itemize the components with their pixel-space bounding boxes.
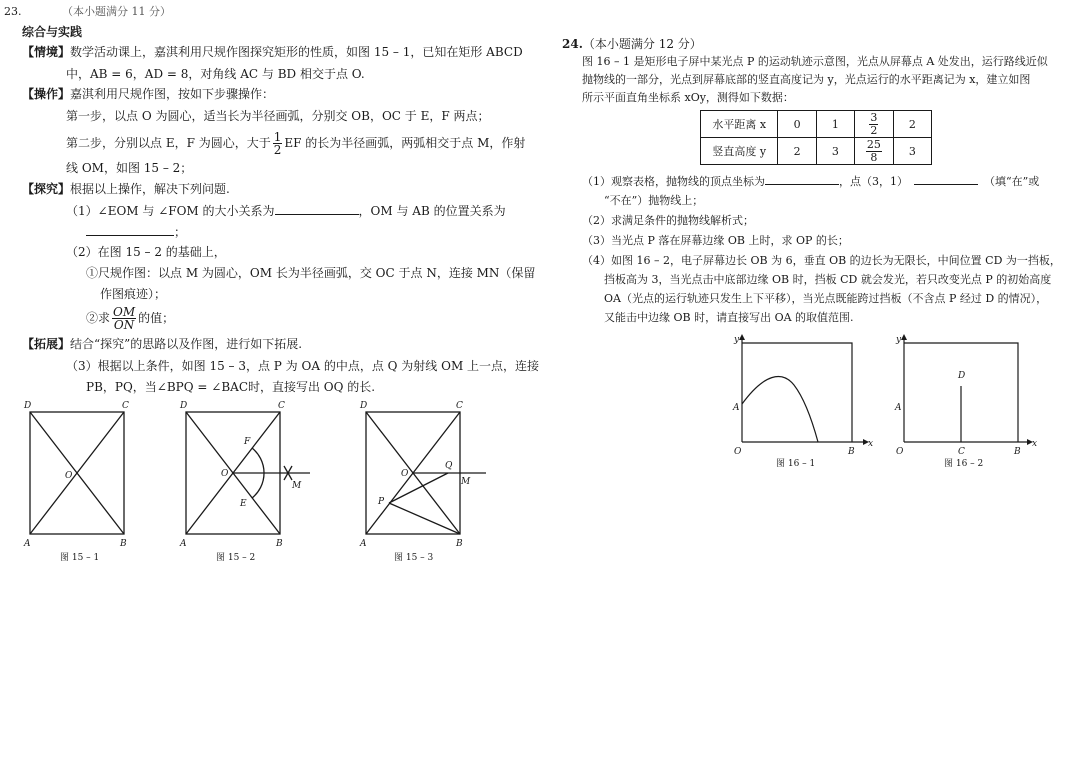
svg-text:O: O xyxy=(896,447,904,457)
part-1: （1）∠EOM 与 ∠FOM 的大小关系为 ，OM 与 AB 的位置关系为 xyxy=(66,204,506,218)
caption-15-3: 图 15 – 3 xyxy=(394,553,434,563)
svg-text:A: A xyxy=(360,539,367,549)
svg-text:O: O xyxy=(221,469,229,479)
svg-text:C: C xyxy=(278,401,285,411)
segment-pb xyxy=(389,503,460,534)
question-number: 23. xyxy=(4,5,22,18)
caption-15-1: 图 15 – 1 xyxy=(60,553,100,563)
svg-text:C: C xyxy=(958,447,965,457)
trajectory-curve xyxy=(742,377,818,442)
svg-text:O: O xyxy=(734,447,742,457)
svg-text:A: A xyxy=(895,403,902,413)
svg-text:M: M xyxy=(461,477,471,487)
operation-tag: 【操作】 xyxy=(22,87,71,101)
operation-text: 嘉淇利用尺规作图，按如下步骤操作： xyxy=(70,87,275,101)
part-4-line-2: 挡板高为 3，当光点击中底部边缘 OB 时，挡板 CD 就会发光，若只改变光点 P 的初始高度 xyxy=(604,273,1052,286)
part-3: （3）当光点 P 落在屏幕边缘 OB 上时，求 OP 的长； xyxy=(582,234,849,247)
section-title: 综合与实践 xyxy=(22,25,83,39)
svg-text:F: F xyxy=(244,437,251,447)
step-2-cont: 线 OM，如图 15 – 2； xyxy=(66,161,193,175)
part-2: （2）在图 15 – 2 的基础上， xyxy=(66,245,226,259)
data-table xyxy=(700,110,932,165)
part-4: （4）如图 16 – 2，电子屏幕边长 OB 为 6，垂直 OB 的边长为无限长，中间位置 CD 为一挡板， xyxy=(582,254,1061,267)
svg-text:B: B xyxy=(1014,447,1021,457)
caption-16-2: 图 16 – 2 xyxy=(944,459,984,469)
answer-blank-1[interactable] xyxy=(275,214,359,215)
part-2-i-cont: 作图痕迹）； xyxy=(100,287,167,301)
situation-tag: 【情境】 xyxy=(22,45,71,59)
svg-text:B: B xyxy=(456,539,463,549)
row-label-y: 竖直高度 y xyxy=(701,138,778,165)
svg-text:A: A xyxy=(180,539,187,549)
answer-blank-vertex[interactable] xyxy=(765,184,839,185)
figure-16 xyxy=(724,330,1044,472)
explore-text: 根据以上操作，解决下列问题. xyxy=(70,182,230,196)
screen-frame xyxy=(742,343,852,442)
part-4-line-4: 又能击中边缘 OB 时，请直接写出 OA 的取值范围. xyxy=(604,311,854,324)
row-label-x: 水平距离 x xyxy=(701,111,778,138)
svg-text:y: y xyxy=(734,335,740,345)
extend-text: 结合“探究”的思路以及作图，进行如下拓展. xyxy=(70,337,303,351)
svg-text:P: P xyxy=(378,497,385,507)
svg-text:D: D xyxy=(958,371,966,381)
part-3-cont: PB，PQ，当∠BPQ = ∠BAC时，直接写出 OQ 的长. xyxy=(86,380,376,394)
situation-text: 数学活动课上，嘉淇利用尺规作图探究矩形的性质，如图 15 – 1，已知在矩形 ABCD xyxy=(70,45,523,59)
caption-15-2: 图 15 – 2 xyxy=(216,553,256,563)
situation-paragraph xyxy=(22,44,523,60)
question-number: 24. xyxy=(562,37,583,51)
svg-text:C: C xyxy=(122,401,129,411)
score-note: （本小题满分 12 分） xyxy=(582,37,702,51)
svg-text:E: E xyxy=(240,499,247,509)
table-row: 水平距离 x 0 1 $\frac{3}{2}$ 2 xyxy=(701,111,932,138)
part-1: （1）观察表格，抛物线的顶点坐标为 ，点（3，1） （填“在”或 xyxy=(582,175,1040,188)
svg-text:C: C xyxy=(456,401,463,411)
part-3: （3）根据以上条件，如图 15 – 3，点 P 为 OA 的中点，点 Q 为射线 OM 上一点，连接 xyxy=(66,359,540,373)
explore-tag: 【探究】 xyxy=(22,182,71,196)
table-row: 竖直高度 y 2 3 $\frac{25}{8}$ 3 xyxy=(701,138,932,165)
svg-text:B: B xyxy=(848,447,855,457)
svg-text:O: O xyxy=(65,471,73,481)
svg-text:B: B xyxy=(276,539,283,549)
part-4-line-3: OA（光点的运行轨迹只发生上下平移），当光点既能跨过挡板（不含点 P 经过 D 的情况）， xyxy=(604,292,1048,305)
answer-blank-on-curve[interactable] xyxy=(914,184,978,185)
svg-text:y: y xyxy=(896,335,902,345)
answer-blank-2[interactable] xyxy=(86,235,174,236)
extend-tag: 【拓展】 xyxy=(22,337,71,351)
fraction-om-on: $\frac{OM}{ON}$ xyxy=(113,305,136,332)
score-note: （本小题满分 11 分） xyxy=(62,5,171,18)
part-2: （2）求满足条件的抛物线解析式； xyxy=(582,214,754,227)
operation-paragraph xyxy=(22,86,274,102)
figure-15 xyxy=(20,398,500,564)
svg-text:x: x xyxy=(868,439,874,449)
extend-paragraph xyxy=(22,336,302,352)
caption-16-1: 图 16 – 1 xyxy=(776,459,816,469)
part-1-cont: “不在”）抛物线上； xyxy=(604,194,704,207)
svg-text:x: x xyxy=(1032,439,1038,449)
part-1-cont: ； xyxy=(86,224,186,240)
step-2: 第二步，分别以点 E，F 为圆心，大于 $\frac{1}{2}$ EF 的长为半径画弧，两弧相交于点 M，作射 xyxy=(66,130,526,157)
part-2-i: ①尺规作图：以点 M 为圆心，OM 长为半径画弧，交 OC 于点 N，连接 MN（保留 xyxy=(86,266,536,280)
svg-text:A: A xyxy=(24,539,31,549)
part-2-ii: ②求 $\frac{OM}{ON}$ 的值； xyxy=(86,305,175,332)
svg-text:A: A xyxy=(733,403,740,413)
svg-text:O: O xyxy=(401,469,409,479)
situation-text-2: 中，AB = 6，AD = 8，对角线 AC 与 BD 相交于点 O. xyxy=(66,67,365,81)
intro-line-1: 图 16 – 1 是矩形电子屏中某光点 P 的运动轨迹示意图，光点从屏幕点 A 处发出，运行路线近似 xyxy=(582,55,1048,68)
step-1: 第一步，以点 O 为圆心，适当长为半径画弧，分别交 OB，OC 于 E，F 两点； xyxy=(66,109,490,123)
q24-heading xyxy=(562,36,702,52)
fraction-half: $\frac{1}{2}$ xyxy=(273,130,282,157)
svg-text:D: D xyxy=(360,401,368,411)
svg-text:Q: Q xyxy=(445,461,453,471)
svg-text:B: B xyxy=(120,539,127,549)
svg-text:D: D xyxy=(24,401,32,411)
svg-text:D: D xyxy=(180,401,188,411)
intro-line-2: 抛物线的一部分，光点到屏幕底部的竖直高度记为 y，光点运行的水平距离记为 x，建立如图 xyxy=(582,73,1031,86)
intro-line-3: 所示平面直角坐标系 xOy，测得如下数据： xyxy=(582,91,794,104)
segment-pq xyxy=(389,473,448,503)
explore-paragraph xyxy=(22,181,230,197)
svg-text:M: M xyxy=(292,481,302,491)
